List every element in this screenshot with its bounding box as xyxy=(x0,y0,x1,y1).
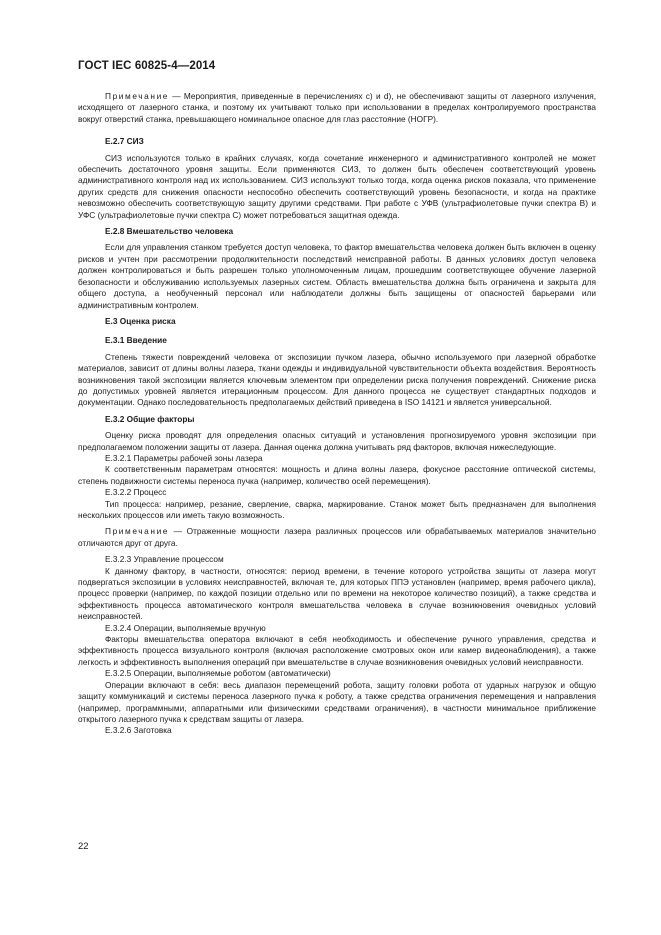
note-label-2: Примечание xyxy=(105,526,170,537)
document-header: ГОСТ IEC 60825-4—2014 xyxy=(78,60,216,72)
section-text-e32: Оценку риска проводят для определения опасных ситуаций и установления прогнозируемого уровня экспозиции при предполагаемом положении защиты от лазера. Данная оценка должна учитывать ряд факторов, включая нижеследующие. xyxy=(78,430,596,452)
subsection-text-e323: К данному фактору, в частности, относятся: период времени, в течение которого устройства защиты от лазера могут подвергаться экспозиции в условиях неисправностей, включая те, для которых ППЭ установлен (например, время рабочего цикла), процесс проверки (например, по каждой позиции отдельно или по времени на некоторое количество позиций), а также средства и эффективность процесса автоматического контроля вмешательства человека в случае возникновения очевидных условий неисправностей. xyxy=(78,565,596,622)
section-heading-e32: E.3.2 Общие факторы xyxy=(105,413,195,424)
subsection-text-e322: Тип процесса: например, резание, сверление, сварка, маркирование. Станок может быть предназначен для выполнения нескольких процессов или иметь такую возможность. xyxy=(78,498,596,520)
subsection-title-e322: E.3.2.2 Процесс xyxy=(105,487,167,498)
note-paragraph xyxy=(78,91,596,125)
note-paragraph-2 xyxy=(78,526,596,549)
section-text-e27: СИЗ используются только в крайних случаях, когда сочетание инженерного и административного контролей не может обеспечить достаточного уровня защиты. Если применяются СИЗ, то должен быть обеспечен соответствующий уровень административного контроля над их использованием. СИЗ используют только тогда, когда оценка рисков показала, что применение других средств для снижения опасности неспособно обеспечить соответствующий уровень безопасности, и когда на практике невозможно обеспечить соответствующую защиту другими средствами. При работе с УФВ (ультрафиолетовые пучки спектра В) и УФС (ультрафиолетовые пучки спектра С) может потребоваться защитная одежда. xyxy=(78,152,596,220)
subsection-title-e323: E.3.2.3 Управление процессом xyxy=(105,554,224,565)
subsection-title-e325: E.3.2.5 Операции, выполняемые роботом (автоматически) xyxy=(105,668,331,679)
page-content xyxy=(78,91,596,737)
note-text: — Мероприятия, приведенные в перечислениях с) и d), не обеспечивают защиты от лазерного излучения, исходящего от лазерного станка, и поэтому их учитывают только при использовании в пределах контролируемого пространства вокруг отверстий станка, превышающего номинальное опасное для глаз расстояние (НОГР). xyxy=(78,91,596,124)
note-text-2: — Отраженные мощности лазера различных процессов или обрабатываемых материалов значительно отличаются друг от друга. xyxy=(78,526,596,548)
section-heading-e28: E.2.8 Вмешательство человека xyxy=(105,226,234,237)
subsection-text-e324: Факторы вмешательства оператора включают в себя необходимость и обеспечение ручного управления, средства и эффективность процесса визуального контроля (включая расположение смотровых окон или камер видеонаблюдения), а также легкость и эффективность выполнения операций при вмешательстве в случае возникновения очевидных условий неисправности. xyxy=(78,634,596,667)
section-text-e31: Степень тяжести повреждений человека от экспозиции пучком лазера, обычно используемого при лазерной обработке материалов, зависит от длины волны лазера, ткани одежды и индивидуальной чувствительности объекта воздействия. Вероятность возникновения такой экспозиции является ключевым элементом при определении риска получения повреждений. Снижение риска до допустимых уровней является итерационным процессом. Для данного процесса не существует стандартных подходов и документации. Однако последовательность предполагаемых действий приведена в ISO 14121 и является универсальной. xyxy=(78,351,596,408)
page-number: 22 xyxy=(78,841,89,852)
note-label: Примечание xyxy=(105,91,170,101)
subsection-title-e326: E.3.2.6 Заготовка xyxy=(105,725,172,736)
subsection-title-e321: E.3.2.1 Параметры рабочей зоны лазера xyxy=(105,452,263,463)
subsection-text-e321: К соответственным параметрам относятся: мощность и длина волны лазера, фокусное расстояние оптической системы, степень подвижности системы переноса пучка (например, количество осей перемещения). xyxy=(78,464,596,486)
section-heading-e3: E.3 Оценка риска xyxy=(105,315,176,326)
section-text-e28: Если для управления станком требуется доступ человека, то фактор вмешательства человека должен быть включен в оценку рисков и учтен при рассмотрении продолжительности последствий неисправной работы. В данных условиях доступ человека должен контролироваться и быть разрешен только уполномоченным лицам, прошедшим соответствующее обучение лазерной безопасности и обслуживанию используемых лазерных систем. Область вмешательства должна быть ограничена и закрыта для общего доступа, а необученный персонал или наблюдатели должны быть защищены от опасностей барьерами или административным контролем. xyxy=(78,242,596,310)
subsection-title-e324: E.3.2.4 Операции, выполняемые вручную xyxy=(105,622,266,633)
subsection-text-e325: Операции включают в себя: весь диапазон перемещений робота, защиту головки робота от ударных нагрузок и общую защиту коммуникаций и системы переноса лазерного пучка к роботу, а также средства ограничения перемещения и направления (например, программными, аппаратными или физическими средствами ограничения), в частности минимальное приближение открытого лазерного пучка к средствам защиты от лазера. xyxy=(78,679,596,724)
section-heading-e27: E.2.7 СИЗ xyxy=(105,136,144,147)
section-heading-e31: E.3.1 Введение xyxy=(105,335,167,346)
